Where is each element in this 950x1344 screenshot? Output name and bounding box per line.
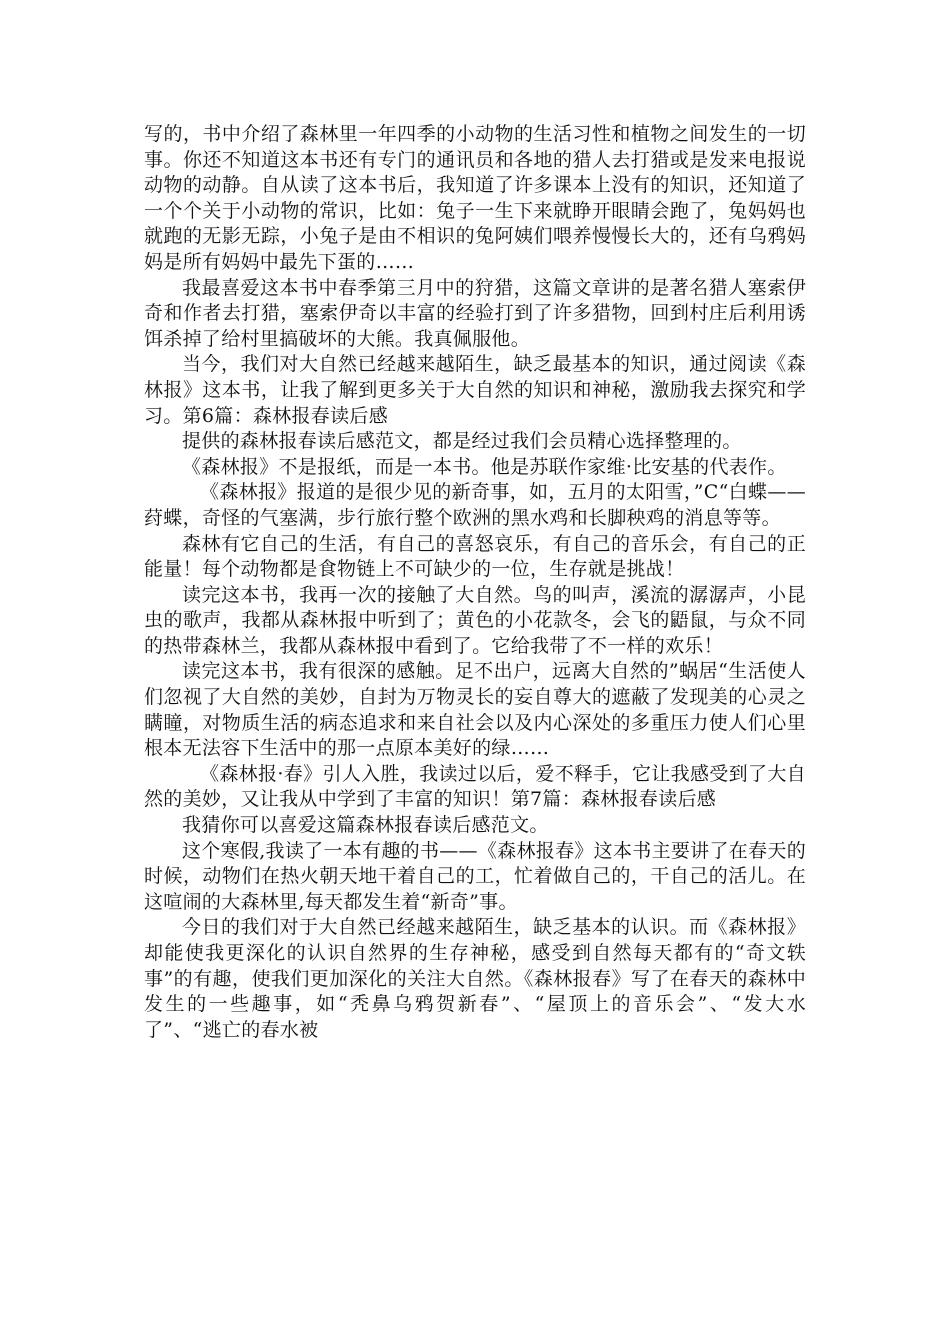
paragraph: 《森林报》不是报纸，而是一本书。他是苏联作家维·比安基的代表作。 (182, 455, 787, 478)
paragraph: 我最喜爱这本书中春季第三月中的狩猎，这篇文章讲的是著名猎人塞索伊奇和作者去打猎，塞索伊奇以丰富的经验打到了许多猎物，回到村庄后利用诱饵杀掉了给村里搞破坏的大熊。我真佩服他。 (144, 276, 806, 350)
paragraph: 我猜你可以喜爱这篇森林报春读后感范文。 (182, 814, 549, 837)
paragraph: 读完这本书，我再一次的接触了大自然。鸟的叫声，溪流的潺潺声，小昆虫的歌声，我都从森林报中听到了；黄色的小花款冬，会飞的鼯鼠，与众不同的热带森林兰，我都从森林报中看到了。它给我带了不一样的欢乐！ (144, 583, 806, 657)
document-page (144, 122, 806, 1043)
paragraph: 今日的我们对于大自然已经越来越陌生，缺乏基本的认识。而《森林报》却能使我更深化的认识自然界的生存神秘，感受到自然每天都有的“奇文轶事”的有趣，使我们更加深化的关注大自然。《森林报春》写了在春天的森林中发生的一些趣事，如“秃鼻乌鸦贺新春”、“屋顶上的音乐会”、“发大水了”、“逃亡的春水被 (144, 916, 806, 1041)
paragraph: 《森林报》报道的是很少见的新奇事，如，五月的太阳雪，”C“白蝶——荮蝶，奇怪的气塞满，步行旅行整个欧洲的黑水鸡和长脚秧鸡的消息等等。 (144, 481, 806, 529)
paragraph: 森林有它自己的生活，有自己的喜怒哀乐，有自己的音乐会，有自己的正能量！每个动物都是食物链上不可缺少的一位，生存就是挑战！ (144, 532, 806, 581)
paragraph: 提供的森林报春读后感范文，都是经过我们会员精心选择整理的。 (182, 430, 742, 453)
paragraph: 写的，书中介绍了森林里一年四季的小动物的生活习性和植物之间发生的一切事。你还不知道这本书还有专门的通讯员和各地的猎人去打猎或是发来电报说动物的动静。自从读了这本书后，我知道了许多课本上没有的知识，还知道了一个个关于小动物的常识，比如：兔子一生下来就睁开眼睛会跑了，兔妈妈也就跑的无影无踪，小兔子是由不相识的兔阿姨们喂养慢慢长大的，还有乌鸦妈妈是所有妈妈中最先下蛋的…… (144, 123, 806, 273)
paragraph: 当今，我们对大自然已经越来越陌生，缺乏最基本的知识，通过阅读《森林报》这本书，让我了解到更多关于大自然的知识和神秘，激励我去探究和学习。第6篇：森林报春读后感 (144, 353, 806, 427)
paragraph: 《森林报·春》引人入胜，我读过以后，爱不释手，它让我感受到了大自然的美妙，又让我从中学到了丰富的知识！第7篇：森林报春读后感 (144, 762, 806, 811)
paragraph: 读完这本书，我有很深的感触。足不出户，远离大自然的”蜗居“生活使人们忽视了大自然的美妙，自封为万物灵长的妄自尊大的遮蔽了发现美的心灵之瞒瞳，对物质生活的病态追求和来自社会以及内心深处的多重压力使人们心里根本无法容下生活中的那一点原本美好的绿…… (144, 660, 806, 760)
paragraph: 这个寒假,我读了一本有趣的书——《森林报春》这本书主要讲了在春天的时候，动物们在热火朝天地干着自己的工，忙着做自己的，干自己的活儿。在这喧闹的大森林里,每天都发生着“新奇”事。 (144, 839, 806, 913)
